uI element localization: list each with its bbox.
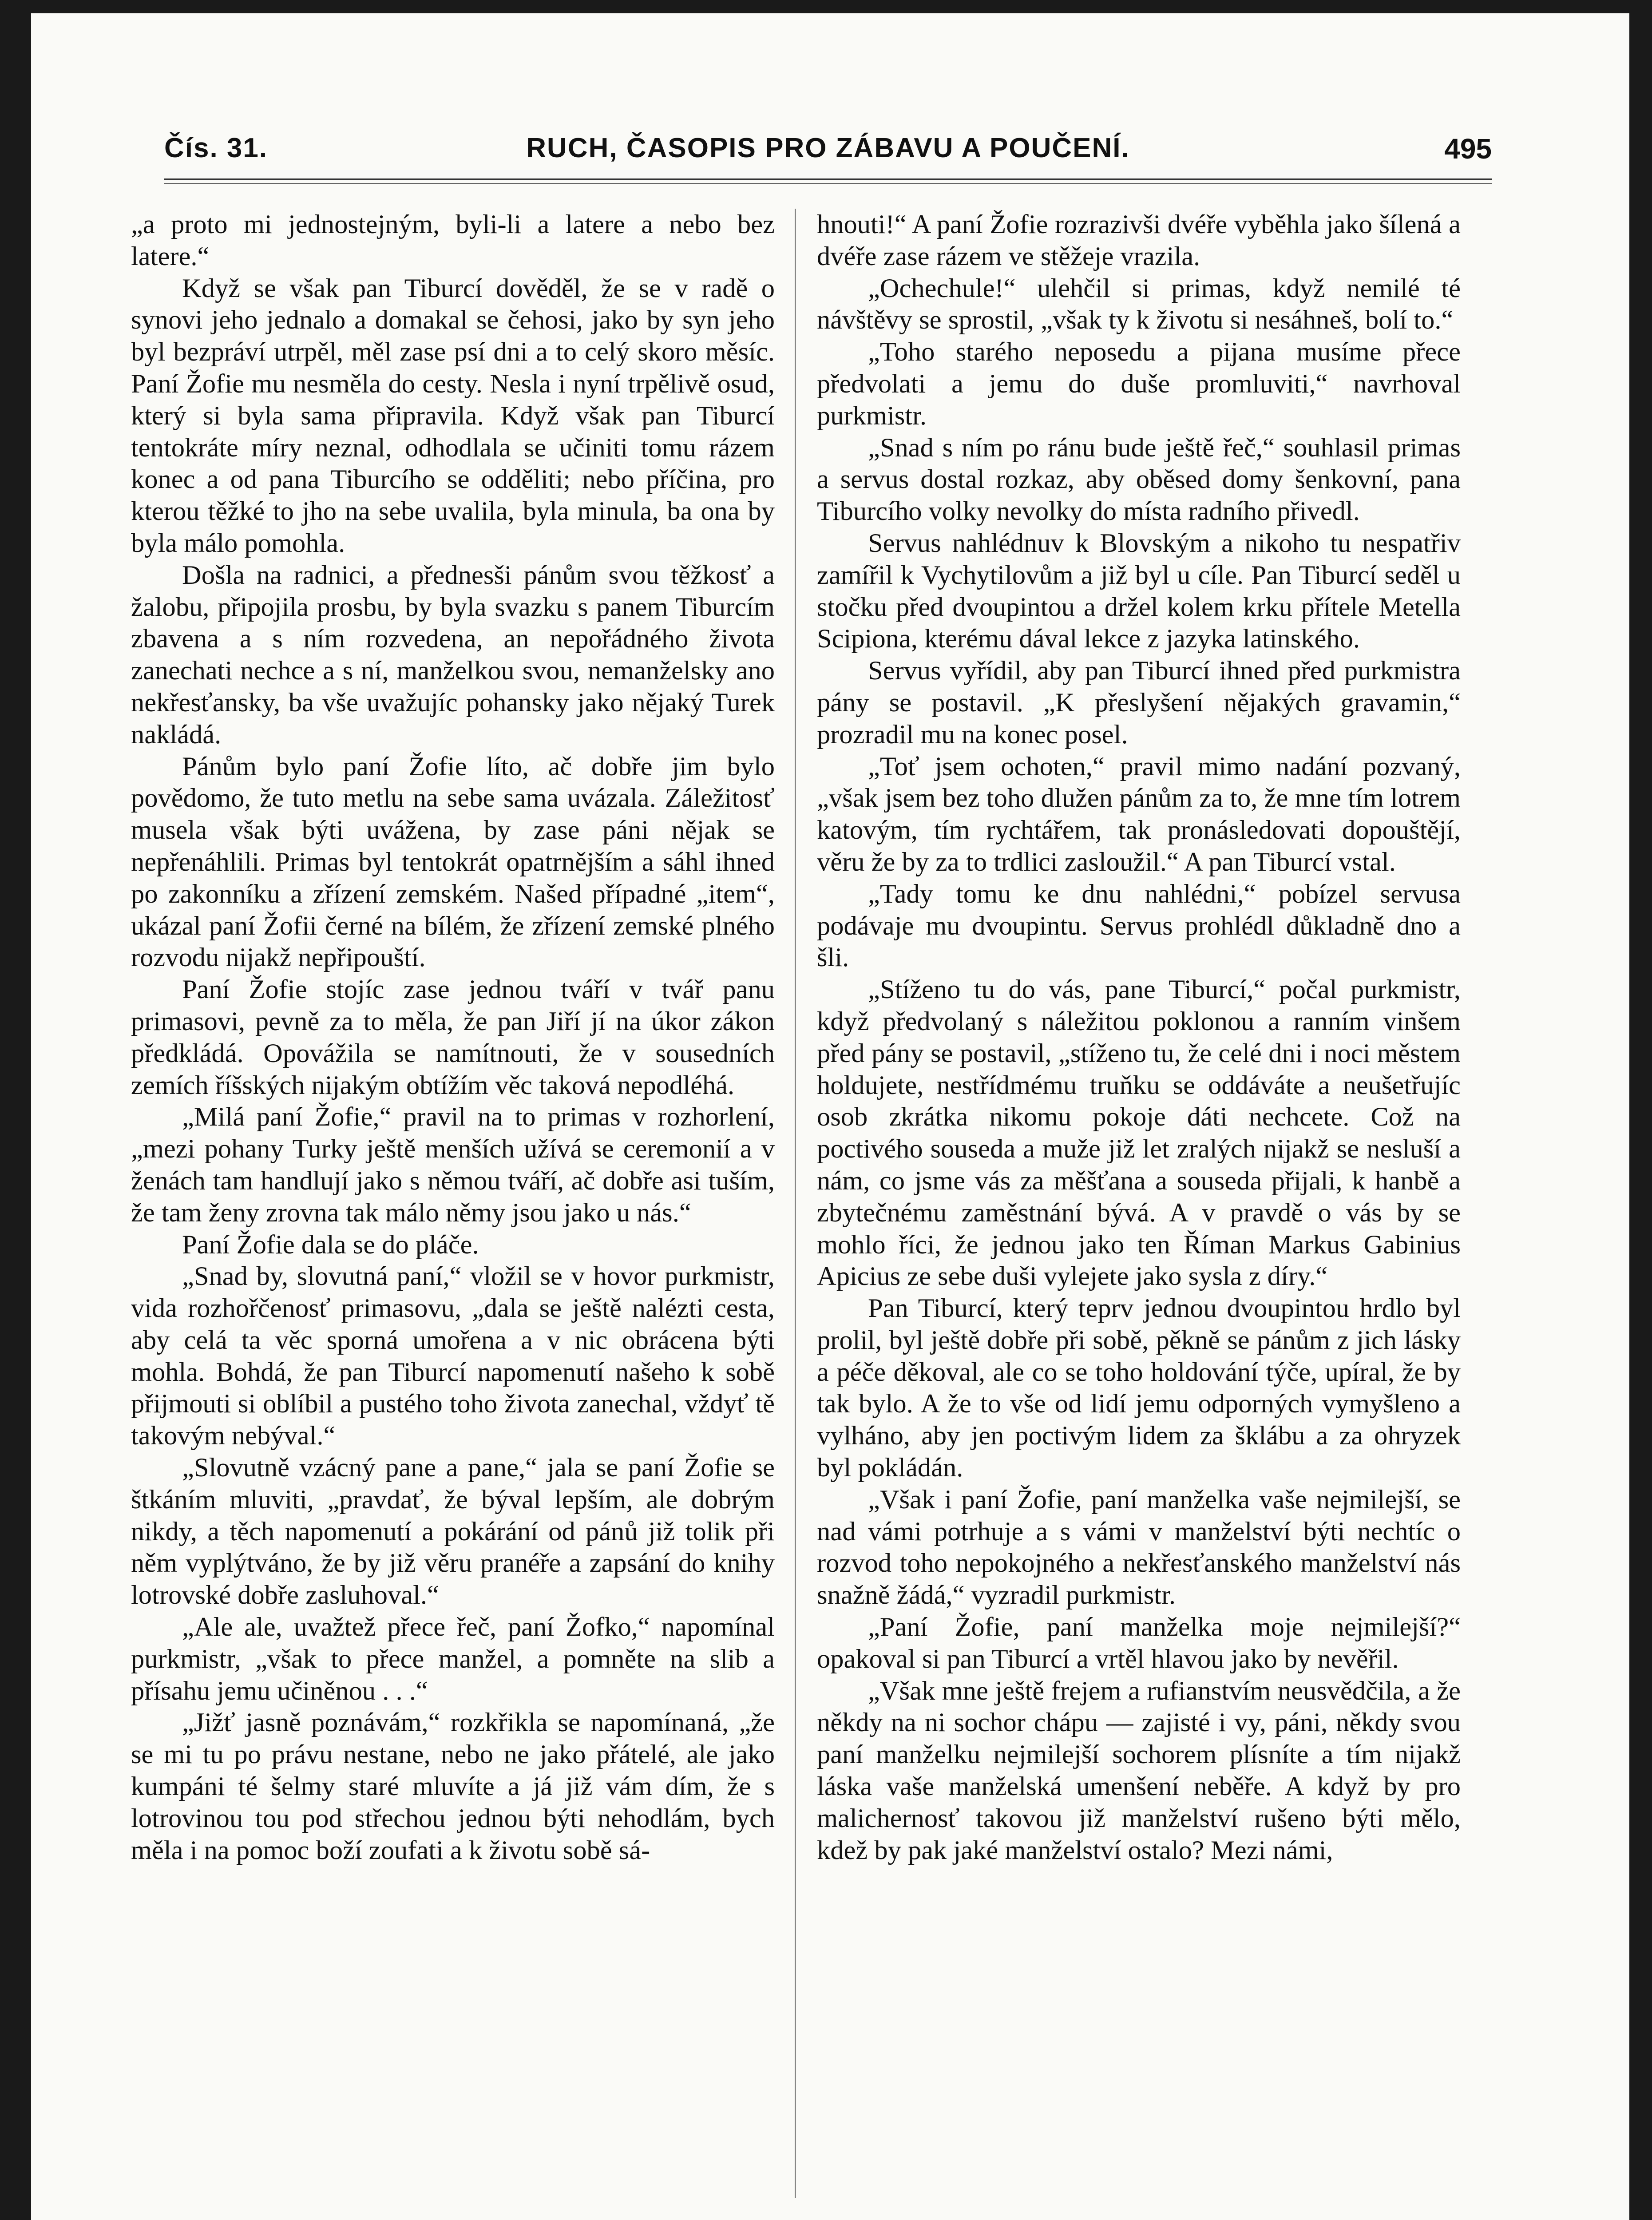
paragraph: „Snad s ním po ránu bude ještě řeč,“ souhlasil primas a servus dostal rozkaz, aby oběsed domy šenkovní, pana Tiburcího volky nevolky do místa radního přivedl. [817, 432, 1461, 527]
paragraph: „Paní Žofie, paní manželka moje nejmilejší?“ opakoval si pan Tiburcí a vrtěl hlavou jako by nevěřil. [817, 1612, 1461, 1674]
column-divider [795, 209, 796, 2198]
paragraph: Pánům bylo paní Žofie líto, ač dobře jim bylo povědomo, že tuto metlu na sebe sama uvázala. Záležitosť musela však býti uvážena, by zase páni nějak se nepřenáhlili. Primas byl tentokrát opatrnějším a sáhl ihned po zakonníku a zřízení zemském. Našed případné „item“, ukázal paní Žofii černé na bílém, že zřízení zemské plného rozvodu nijakž nepřipouští. [131, 751, 775, 973]
page-number: 495 [1444, 133, 1492, 165]
paragraph: „Stíženo tu do vás, pane Tiburcí,“ počal purkmistr, když předvolaný s náležitou poklonou a ranním vinšem před pány se postavil, „stíženo tu, že celé dni i noci městem holdujete, nestřídmému truňku se oddáváte a neušetřujíc osob zkrátka nikomu pokoje dáti nechcete. Což na poctivého souseda a muže již let zralých nijakž se nesluší a nám, co jsme vás za měšťana a souseda přijali, k hanbě a zbytečnému zaměstnání bývá. A v pravdě o vás by se mohlo říci, že jednou jako ten Říman Markus Gabinius Apicius ze sebe duši vylejete jako sysla z díry.“ [817, 975, 1461, 1292]
paragraph: Pan Tiburcí, který teprv jednou dvoupintou hrdlo byl prolil, byl ještě dobře při sobě, pěkně se pánům z jich lásky a péče děkoval, ale co se toho holdování týče, upíral, že by tak bylo. A že to vše od lidí jemu odporných vymyšleno a vylháno, aby jen poctivým lidem za šklábu a za ohryzek byl pokládán. [817, 1293, 1461, 1483]
paragraph: Paní Žofie stojíc zase jednou tváří v tvář panu primasovi, pevně za to měla, že pan Jiří jí na úkor zákon předkládá. Opovážila se namítnouti, že v sousedních zemích říšských nijakým obtížím věc taková nepodléhá. [131, 975, 775, 1100]
paragraph: „Tady tomu ke dnu nahlédni,“ pobízel servusa podávaje mu dvoupintu. Servus prohlédl důkladně dno a šli. [817, 879, 1461, 973]
paragraph: Když se však pan Tiburcí dověděl, že se v radě o synovi jeho jednalo a domakal se čehosi, jako by syn jeho byl bezpráví utrpěl, měl zase psí dni a to celý skoro měsíc. Paní Žofie mu nesměla do cesty. Nesla i nyní trpělivě osud, který si byla sama připravila. Když však pan Tiburcí tentokráte míry neznal, odhodlala se učiniti tomu rázem konec a od pana Tiburcího se odděliti; nebo příčina, pro kterou těžké to jho na sebe uvalila, byla minula, ba ona by byla málo pomohla. [131, 273, 775, 558]
paragraph: Servus vyřídil, aby pan Tiburcí ihned před purkmistra pány se postavil. „K přeslyšení nějakých gravamin,“ prozradil mu na konec posel. [817, 656, 1461, 749]
journal-title: RUCH, ČASOPIS PRO ZÁBAVU A POUČENÍ. [526, 133, 1130, 163]
issue-number: Čís. 31. [164, 133, 268, 163]
paragraph: „Toť jsem ochoten,“ pravil mimo nadání pozvaný, „však jsem bez toho dlužen pánům za to, že mne tím lotrem katovým, tím rychtářem, tak pronásledovati dopouštějí, věru že by za to trdlici zasloužil.“ A pan Tiburcí vstal. [817, 751, 1461, 877]
paragraph: „Však i paní Žofie, paní manželka vaše nejmilejší, se nad vámi potrhuje a s vámi v manželství býti nechtíc o rozvod toho nepokojného a nekřesťanského manželství nás snažně žádá,“ vyzradil purkmistr. [817, 1484, 1461, 1610]
paragraph: hnouti!“ A paní Žofie rozrazivši dvéře vyběhla jako šílená a dvéře zase rázem ve stěžeje vrazila. [817, 210, 1461, 271]
paragraph: „Však mne ještě frejem a rufianstvím neusvědčila, a že někdy na ni sochor chápu — zajisté i vy, páni, někdy svou paní manželku nejmilejší sochorem plísníte a tím nijakž láska vaše manželská umenšení neběře. A když by pro malichernosť takovou již manželství rušeno býti mělo, kdež by pak jaké manželství ostalo? Mezi námi, [817, 1676, 1461, 1865]
running-header [164, 132, 1492, 172]
paragraph: Došla na radnici, a přednesši pánům svou těžkosť a žalobu, připojila prosbu, by byla svazku s panem Tiburcím zbavena a s ním rozvedena, an nepořádného života zanechati nechce a s ní, manželkou svou, nemanželsky ano nekřesťansky, ba vše uvažujíc pohansky jako nějaký Turek nakládá. [131, 560, 775, 749]
paragraph: „Jižť jasně poznávám,“ rozkřikla se napomínaná, „že se mi tu po právu nestane, nebo ne jako přátelé, ale jako kumpáni té šelmy staré mluvíte a já již vám dím, že s lotrovinou tou pod střechou jednou býti nehodlám, bych měla i na pomoc boží zoufati a k životu sobě sá- [131, 1708, 775, 1865]
paragraph: Paní Žofie dala se do pláče. [182, 1229, 479, 1260]
paragraph: „Ochechule!“ ulehčil si primas, když nemilé té návštěvy se sprostil, „však ty k životu si nesáhneš, bolí to.“ [817, 273, 1461, 335]
paragraph: „Toho starého neposedu a pijana musíme přece předvolati a jemu do duše promluviti,“ navrhoval purkmistr. [817, 337, 1461, 431]
left-column [131, 209, 775, 1866]
paragraph: „Ale ale, uvažtež přece řeč, paní Žofko,“ napomínal purkmistr, „však to přece manžel, a pomněte na slib a přísahu jemu učiněnou . . .“ [131, 1612, 775, 1706]
header-rule-secondary [164, 183, 1492, 184]
paragraph: „Slovutně vzácný pane a pane,“ jala se paní Žofie se štkáním mluviti, „pravdať, že býval lepším, ale dobrým nikdy, a těch napomenutí a pokárání od pánů již tolik při něm vyplýtváno, že by již věru pranéře a zapsání do knihy lotrovské dobře zasluhoval.“ [131, 1453, 775, 1610]
paragraph: „Snad by, slovutná paní,“ vložil se v hovor purkmistr, vida rozhořčenosť primasovu, „dala se ještě nalézti cesta, aby celá ta věc sporná umořena a v nic obrácena býti mohla. Bohdá, že pan Tiburcí napomenutí našeho k sobě přijmouti si oblíbil a pustého toho života zanechal, vždyť tě takovým nebýval.“ [131, 1261, 775, 1451]
paragraph: Servus nahlédnuv k Blovským a nikoho tu nespatřiv zamířil k Vychytilovům a již byl u cíle. Pan Tiburcí seděl u stočku před dvoupintou a držel kolem krku přítele Metella Scipiona, kterému dával lekce z jazyka latinského. [817, 528, 1461, 654]
journal-page [31, 13, 1629, 2220]
paragraph: „a proto mi jednostejným, byli-li a latere a nebo bez latere.“ [131, 210, 775, 271]
paragraph: „Milá paní Žofie,“ pravil na to primas v rozhorlení, „mezi pohany Turky ještě menších užívá se ceremonií a v ženách tam handlují jako s němou tváří, ač dobře asi tuším, že tam ženy zrovna tak málo němy jsou jako u nás.“ [131, 1102, 775, 1228]
header-rule [164, 178, 1492, 180]
right-column [817, 209, 1461, 1866]
